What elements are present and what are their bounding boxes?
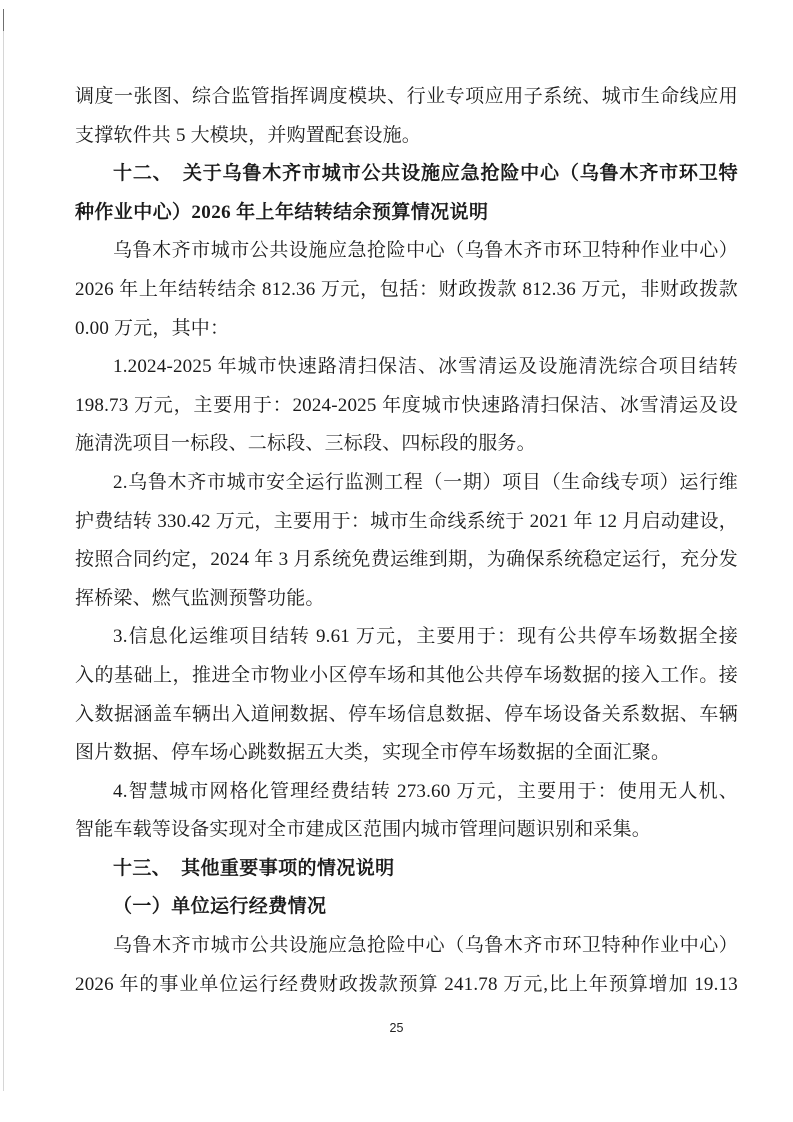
item-1-line: 施清洗项目一标段、二标段、三标段、四标段的服务。: [75, 433, 536, 455]
body-line: 支撑软件共 5 大模块，并购置配套设施。: [75, 124, 422, 146]
item-2-line: 挥桥梁、燃气监测预警功能。: [75, 587, 325, 609]
scan-artifact-line: [3, 31, 4, 1091]
item-1-line: 1.2024-2025 年城市快速路清扫保洁、冰雪清运及设施清洗综合项目结转: [113, 356, 738, 378]
item-2-line: 护费结转 330.42 万元，主要用于：城市生命线系统于 2021 年 12 月启动建设，: [75, 510, 738, 532]
item-4-line: 智能车载等设备实现对全市建成区范围内城市管理问题识别和采集。: [75, 819, 652, 841]
section-heading-13: 十三、 其他重要事项的情况说明: [113, 857, 395, 879]
body-line: 2026 年的事业单位运行经费财政拨款预算 241.78 万元,比上年预算增加 19.13: [75, 973, 738, 995]
section-heading-12-line1: 十二、 关于乌鲁木齐市城市公共设施应急抢险中心（乌鲁木齐市环卫特: [113, 163, 738, 185]
body-line: 乌鲁木齐市城市公共设施应急抢险中心（乌鲁木齐市环卫特种作业中心）: [113, 935, 738, 957]
scan-artifact-line: [3, 9, 4, 31]
body-line: 调度一张图、综合监管指挥调度模块、行业专项应用子系统、城市生命线应用: [75, 86, 738, 107]
item-3-line: 3.信息化运维项目结转 9.61 万元，主要用于：现有公共停车场数据全接: [113, 626, 738, 648]
item-1-line: 198.73 万元，主要用于：2024-2025 年度城市快速路清扫保洁、冰雪清运及设: [75, 394, 738, 416]
body-line: 2026 年上年结转结余 812.36 万元，包括：财政拨款 812.36 万元，非财政拨款: [75, 278, 738, 300]
body-line: 0.00 万元，其中：: [75, 317, 230, 339]
section-heading-12-line2: 种作业中心）2026 年上年结转结余预算情况说明: [75, 201, 489, 223]
subsection-heading-1: （一）单位运行经费情况: [113, 896, 327, 918]
item-2-line: 2.乌鲁木齐市城市安全运行监测工程（一期）项目（生命线专项）运行维: [113, 471, 738, 493]
page-number: 25: [389, 1021, 404, 1035]
item-3-line: 入的基础上，推进全市物业小区停车场和其他公共停车场数据的接入工作。接: [75, 664, 738, 686]
item-3-line: 图片数据、停车场心跳数据五大类，实现全市停车场数据的全面汇聚。: [75, 742, 671, 764]
document-body: [75, 78, 738, 1004]
body-line: 乌鲁木齐市城市公共设施应急抢险中心（乌鲁木齐市环卫特种作业中心）: [113, 240, 738, 262]
item-3-line: 入数据涵盖车辆出入道闸数据、停车场信息数据、停车场设备关系数据、车辆: [75, 703, 738, 725]
item-4-line: 4.智慧城市网格化管理经费结转 273.60 万元，主要用于：使用无人机、: [113, 780, 738, 802]
item-2-line: 按照合同约定，2024 年 3 月系统免费运维到期，为确保系统稳定运行，充分发: [75, 549, 738, 571]
